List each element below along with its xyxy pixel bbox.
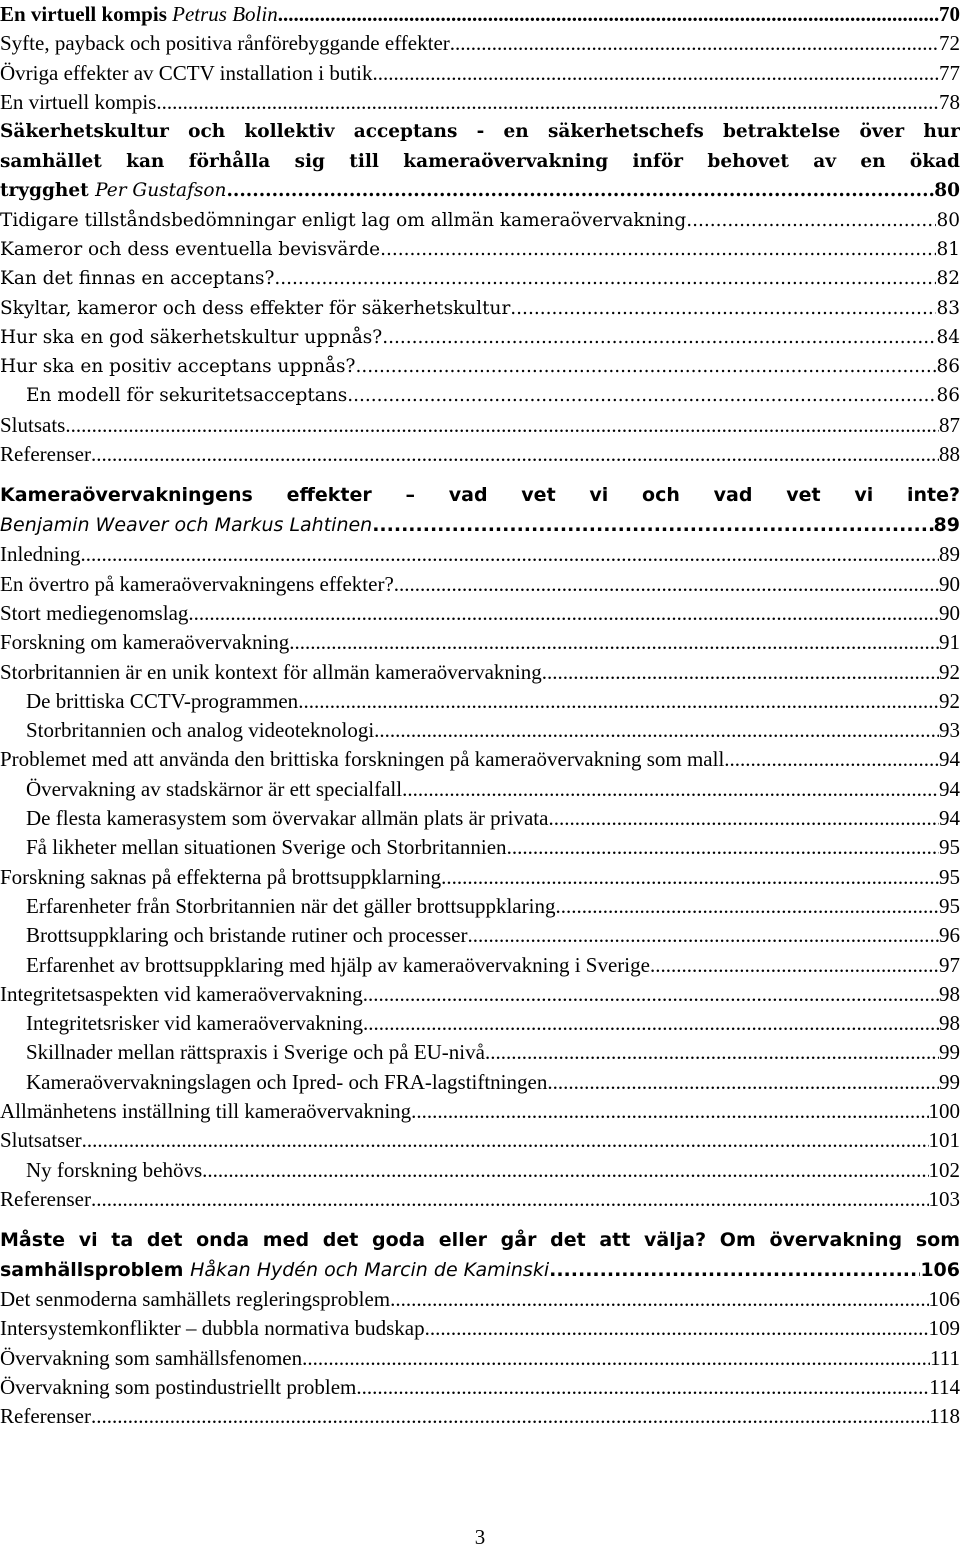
dot-leader — [485, 1038, 939, 1067]
toc-chapter-heading[interactable] — [0, 481, 960, 540]
page-ref: 94 — [939, 806, 960, 831]
dot-leader — [510, 294, 936, 323]
page-ref: 93 — [939, 718, 960, 743]
chapter-title-last-line — [0, 511, 960, 541]
dot-leader — [724, 745, 939, 774]
entry-label: Övervakning av stadskärnor är ett specialfall — [26, 776, 403, 801]
page-ref: 70 — [939, 2, 960, 26]
toc-entry[interactable] — [0, 1402, 960, 1431]
entry-label: Hur ska en positiv acceptans uppnås? — [0, 356, 356, 378]
dot-leader — [91, 440, 939, 469]
toc-entry[interactable] — [0, 1344, 960, 1373]
toc-chapter-heading[interactable] — [0, 117, 960, 206]
toc-entry[interactable] — [0, 804, 960, 833]
page-ref: 118 — [929, 1404, 960, 1429]
page-ref: 95 — [939, 835, 960, 860]
page-ref: 80 — [936, 209, 960, 231]
entry-label: Brottsuppklaring och bristande rutiner och processer — [26, 923, 468, 948]
toc-entry[interactable] — [0, 440, 960, 469]
section-gap — [0, 469, 960, 481]
page-ref: 92 — [939, 688, 960, 713]
toc-entry[interactable] — [0, 235, 960, 264]
page-ref: 90 — [939, 600, 960, 625]
entry-label: Storbritannien är en unik kontext för allmän kameraövervakning — [0, 659, 542, 684]
entry-label: Kameror och dess eventuella bevisvärde — [0, 238, 381, 260]
toc-entry[interactable] — [0, 833, 960, 862]
toc-entry[interactable] — [0, 687, 960, 716]
dot-leader — [390, 1285, 928, 1314]
toc-entry[interactable] — [0, 1373, 960, 1402]
page-ref: 97 — [939, 952, 960, 977]
page-ref: 78 — [939, 89, 960, 114]
entry-label: Övervakning som postindustriellt problem — [0, 1375, 357, 1400]
chapter-title-line: samhället kan förhålla sig till kameraövervakning inför behovet av en ökad — [0, 150, 960, 172]
dot-leader — [302, 1344, 930, 1373]
dot-leader — [555, 892, 939, 921]
toc-chapter-heading[interactable] — [0, 0, 960, 29]
page-ref: 106 — [920, 1258, 960, 1281]
entry-label: Intersystemkonflikter – dubbla normativa budskap — [0, 1316, 425, 1341]
entry-label: Inledning — [0, 542, 81, 567]
page-ref: 87 — [939, 412, 960, 437]
dot-leader — [156, 88, 939, 117]
dot-leader — [188, 599, 939, 628]
dot-leader — [289, 628, 939, 657]
dot-leader — [411, 1097, 928, 1126]
dot-leader — [542, 658, 939, 687]
page-ref: 89 — [933, 513, 960, 536]
page-ref: 100 — [928, 1099, 960, 1123]
toc-entry[interactable] — [0, 1314, 960, 1343]
page-ref: 80 — [934, 180, 960, 202]
toc-entry[interactable] — [0, 206, 960, 235]
dot-leader — [274, 264, 936, 293]
toc-entry[interactable] — [0, 570, 960, 599]
page-ref: 77 — [939, 60, 960, 85]
dot-leader — [65, 411, 939, 440]
entry-label: Övriga effekter av CCTV installation i butik — [0, 60, 373, 85]
page-ref: 83 — [936, 297, 960, 319]
dot-leader — [374, 716, 939, 745]
entry-label: Kan det finnas en acceptans? — [0, 268, 275, 290]
toc-entry[interactable] — [0, 628, 960, 657]
toc-entry[interactable] — [0, 1285, 960, 1314]
entry-label: Problemet med att använda den brittiska forskningen på kameraövervakning som mall — [0, 747, 725, 772]
dot-leader — [394, 570, 939, 599]
toc-entry[interactable] — [0, 1126, 960, 1155]
entry-label: Syfte, payback och positiva rånförebyggande effekter — [0, 31, 450, 56]
toc-entry[interactable] — [0, 951, 960, 980]
chapter-author: Petrus Bolin — [172, 2, 278, 26]
chapter-title-line: Måste vi ta det onda med det goda eller går det att välja? Om övervakning som — [0, 1229, 960, 1252]
page-ref: 101 — [928, 1128, 960, 1153]
page-ref: 98 — [939, 981, 960, 1006]
dot-leader — [363, 1009, 939, 1038]
toc-entry[interactable] — [0, 1185, 960, 1214]
chapter-title-line: Säkerhetskultur och kollektiv acceptans - en säkerhetschefs betraktelse över hur — [0, 121, 960, 143]
dot-leader — [372, 511, 933, 541]
toc-entry[interactable] — [0, 892, 960, 921]
entry-label: Tidigare tillståndsbedömningar enligt lag om allmän kameraövervakning — [0, 209, 687, 231]
dot-leader — [425, 1314, 929, 1343]
entry-label: En virtuell kompis — [0, 89, 157, 114]
toc-entry[interactable] — [0, 1156, 960, 1185]
page-ref: 95 — [939, 893, 960, 918]
entry-label: Allmänhetens inställning till kameraövervakning — [0, 1099, 412, 1123]
toc-entry[interactable] — [0, 323, 960, 352]
toc-entry[interactable] — [0, 1068, 960, 1097]
toc-entry[interactable] — [0, 863, 960, 892]
dot-leader — [549, 1256, 920, 1286]
page-ref: 89 — [939, 542, 960, 567]
dot-leader — [450, 29, 939, 58]
page-ref: 81 — [936, 238, 960, 260]
dot-leader — [80, 540, 939, 569]
toc-entry[interactable] — [0, 381, 960, 410]
entry-label: Referenser — [0, 1186, 91, 1211]
dot-leader — [82, 1126, 929, 1155]
page-ref: 99 — [939, 1040, 960, 1065]
page-ref: 102 — [928, 1157, 960, 1182]
entry-label: Erfarenheter från Storbritannien när det gäller brottsuppklaring — [26, 893, 556, 918]
toc-chapter-heading[interactable] — [0, 1226, 960, 1285]
entry-label: Slutsats — [0, 412, 66, 437]
dot-leader — [686, 206, 936, 235]
dot-leader — [548, 804, 939, 833]
page-ref: 94 — [939, 747, 960, 772]
page-ref: 92 — [939, 659, 960, 684]
entry-label: Det senmoderna samhällets regleringsproblem — [0, 1287, 391, 1312]
toc-entry[interactable] — [0, 775, 960, 804]
dot-leader — [91, 1185, 929, 1214]
chapter-author: Benjamin Weaver och Markus Lahtinen — [0, 513, 373, 536]
toc-entry[interactable] — [0, 1009, 960, 1038]
dot-leader — [363, 980, 939, 1009]
entry-label: Referenser — [0, 1404, 91, 1429]
dot-leader — [507, 833, 939, 862]
entry-label: Slutsatser — [0, 1128, 82, 1153]
toc-entry[interactable] — [0, 921, 960, 950]
page-ref: 96 — [939, 923, 960, 948]
toc-entry[interactable] — [0, 59, 960, 88]
dot-leader — [382, 323, 936, 352]
page-ref: 84 — [936, 326, 960, 348]
entry-label: En övertro på kameraövervakningens effekter? — [0, 571, 394, 596]
page-ref: 86 — [936, 356, 960, 378]
chapter-author: Håkan Hydén och Marcin de Kaminski — [190, 1258, 550, 1281]
entry-label: En modell för sekuritetsacceptans — [26, 385, 348, 407]
dot-leader — [355, 352, 936, 381]
toc-entry[interactable] — [0, 980, 960, 1009]
dot-leader — [278, 0, 939, 29]
entry-label: Få likheter mellan situationen Sverige och Storbritannien — [26, 835, 507, 860]
dot-leader — [91, 1402, 929, 1431]
entry-label: Stort mediegenomslag — [0, 600, 189, 625]
page-number: 3 — [474, 1525, 486, 1549]
entry-label: Hur ska en god säkerhetskultur uppnås? — [0, 326, 383, 348]
toc-entry[interactable] — [0, 294, 960, 323]
dot-leader — [372, 59, 939, 88]
entry-label: De brittiska CCTV-programmen — [26, 688, 299, 713]
chapter-title-line: Kameraövervakningens effekter – vad vet vi och vad vet vi inte? — [0, 484, 960, 507]
entry-label: Forskning saknas på effekterna på brottsuppklarning — [0, 864, 442, 889]
chapter-title: En virtuell kompis — [0, 2, 167, 26]
page-ref: 88 — [939, 442, 960, 467]
entry-label: De flesta kamerasystem som övervakar allmän plats är privata — [26, 806, 549, 831]
page-ref: 114 — [929, 1375, 960, 1400]
toc-entry[interactable] — [0, 745, 960, 774]
dot-leader — [347, 381, 936, 410]
toc-entry[interactable] — [0, 658, 960, 687]
toc-entry[interactable] — [0, 88, 960, 117]
page-ref: 91 — [939, 630, 960, 655]
page-ref: 94 — [939, 776, 960, 801]
entry-label: Skillnader mellan rättspraxis i Sverige och på EU-nivå — [26, 1040, 485, 1065]
toc-entry[interactable] — [0, 29, 960, 58]
toc-entry[interactable] — [0, 716, 960, 745]
dot-leader — [356, 1373, 929, 1402]
page-ref: 106 — [928, 1287, 960, 1312]
dot-leader — [441, 863, 939, 892]
toc-entry[interactable] — [0, 352, 960, 381]
page-ref: 103 — [928, 1186, 960, 1211]
dot-leader — [380, 235, 936, 264]
entry-label: Integritetsaspekten vid kameraövervakning — [0, 981, 363, 1006]
page-ref: 86 — [936, 385, 960, 407]
section-gap — [0, 1214, 960, 1226]
dot-leader — [226, 176, 934, 206]
toc-entry[interactable] — [0, 540, 960, 569]
page-ref: 109 — [928, 1316, 960, 1341]
dot-leader — [650, 951, 939, 980]
entry-label: Ny forskning behövs — [26, 1157, 203, 1182]
toc-entry[interactable] — [0, 411, 960, 440]
entry-label: Övervakning som samhällsfenomen — [0, 1345, 303, 1370]
page-ref: 95 — [939, 864, 960, 889]
chapter-title-last-line — [0, 1256, 960, 1286]
dot-leader — [402, 775, 939, 804]
toc-entry[interactable] — [0, 264, 960, 293]
entry-label: Kameraövervakningslagen och Ipred- och FRA-lagstiftningen — [26, 1069, 548, 1094]
dot-leader — [298, 687, 939, 716]
page-ref: 111 — [930, 1345, 960, 1370]
page-ref: 72 — [939, 31, 960, 56]
dot-leader — [467, 921, 939, 950]
entry-label: Integritetsrisker vid kameraövervakning — [26, 1011, 364, 1036]
page-ref: 90 — [939, 571, 960, 596]
page-ref: 98 — [939, 1011, 960, 1036]
dot-leader — [202, 1156, 928, 1185]
page-ref: 82 — [936, 268, 960, 290]
chapter-title-line: trygghet — [0, 180, 89, 202]
entry-label: Skyltar, kameror och dess effekter för säkerhetskultur — [0, 297, 511, 319]
page-ref: 99 — [939, 1069, 960, 1094]
toc-entry[interactable] — [0, 1038, 960, 1067]
entry-label: Forskning om kameraövervakning — [0, 630, 290, 655]
toc-entry[interactable] — [0, 1097, 960, 1126]
entry-label: Referenser — [0, 442, 91, 467]
chapter-title-last-line — [0, 176, 960, 206]
dot-leader — [547, 1068, 939, 1097]
chapter-author: Per Gustafson — [95, 180, 227, 202]
toc-entry[interactable] — [0, 599, 960, 628]
entry-label: Erfarenhet av brottsuppklaring med hjälp av kameraövervakning i Sverige — [26, 952, 650, 977]
chapter-title-line: samhällsproblem — [0, 1258, 184, 1281]
entry-label: Storbritannien och analog videoteknologi — [26, 718, 375, 743]
